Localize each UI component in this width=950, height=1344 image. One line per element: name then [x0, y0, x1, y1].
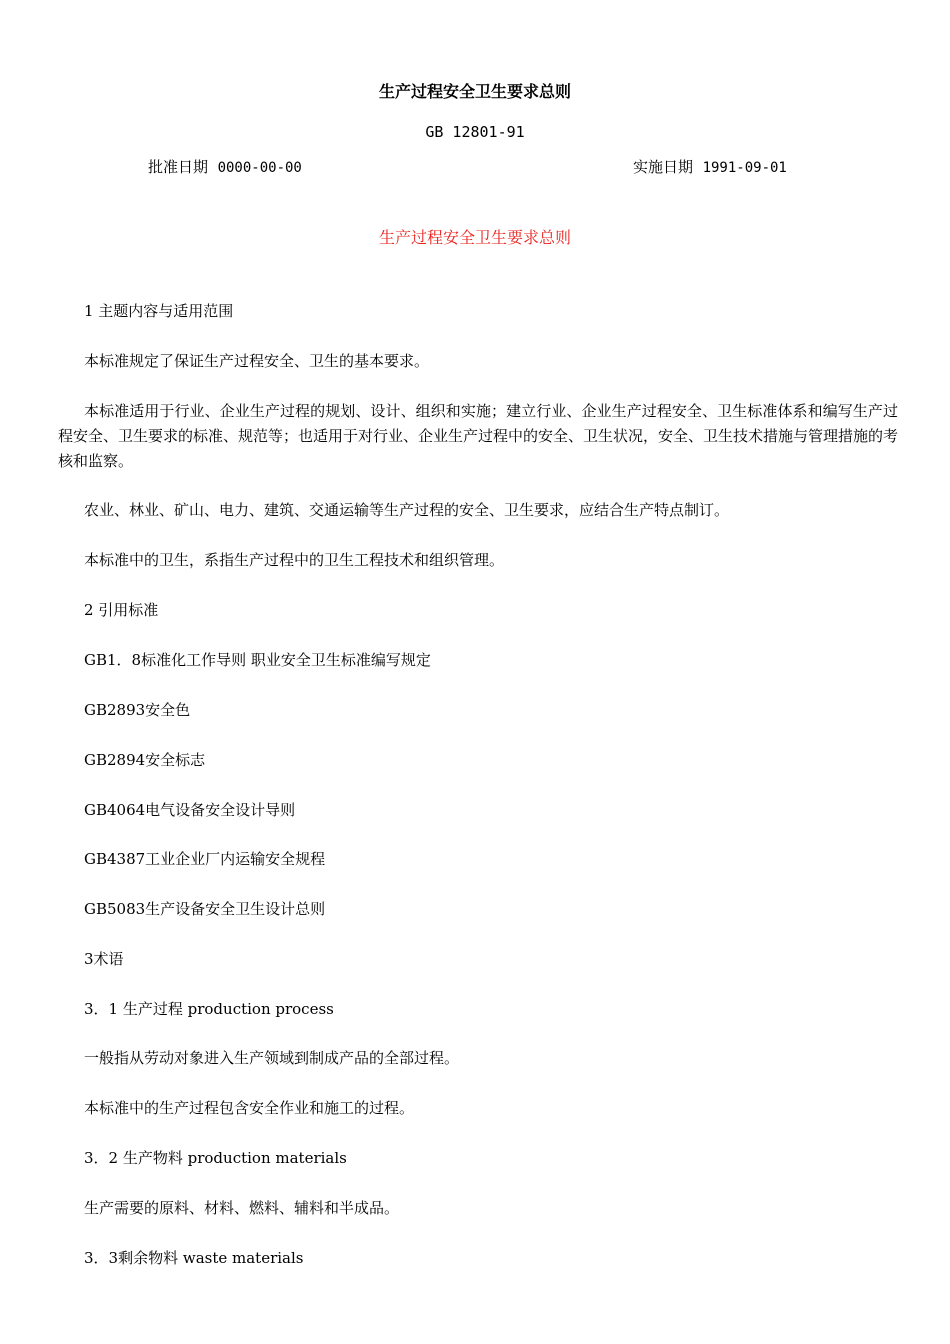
- reference-item: GB4387工业企业厂内运输安全规程: [84, 850, 326, 868]
- section-1-paragraph: 农业、林业、矿山、电力、建筑、交通运输等生产过程的安全、卫生要求，应结合生产特点制订。: [84, 501, 730, 519]
- term-3-1-heading: 3．1 生产过程 production process: [84, 1000, 334, 1018]
- approve-date-value: 0000-00-00: [217, 160, 302, 176]
- section-1-paragraph: 本标准规定了保证生产过程安全、卫生的基本要求。: [84, 352, 430, 370]
- reference-item: GB2894安全标志: [84, 751, 206, 769]
- reference-item: GB1．8标准化工作导则 职业安全卫生标准编写规定: [84, 651, 431, 669]
- document-code: GB 12801-91: [425, 123, 525, 141]
- document-subtitle: 生产过程安全卫生要求总则: [378, 228, 571, 247]
- term-3-2-paragraph: 生产需要的原料、材料、燃料、辅料和半成品。: [84, 1199, 400, 1217]
- reference-item: GB5083生产设备安全卫生设计总则: [84, 900, 326, 918]
- term-3-3-heading: 3．3剩余物料 waste materials: [84, 1249, 304, 1267]
- reference-item: GB2893安全色: [84, 701, 191, 719]
- approve-date-row: [148, 155, 302, 180]
- section-1-paragraph: 本标准中的卫生，系指生产过程中的卫生工程技术和组织管理。: [84, 551, 505, 569]
- term-3-2-heading: 3．2 生产物料 production materials: [84, 1149, 347, 1167]
- document-title: 生产过程安全卫生要求总则: [378, 82, 571, 101]
- implement-date-value: 1991-09-01: [702, 160, 787, 176]
- section-3-heading: 3术语: [84, 950, 124, 968]
- section-1-heading: 1 主题内容与适用范围: [84, 302, 234, 320]
- section-2-heading: 2 引用标准: [84, 601, 159, 619]
- term-3-1-paragraph: 一般指从劳动对象进入生产领域到制成产品的全部过程。: [84, 1049, 460, 1067]
- approve-date-label: 批准日期: [148, 158, 209, 176]
- implement-date-label: 实施日期: [633, 158, 694, 176]
- implement-date-row: [633, 155, 787, 180]
- section-1-paragraph: 本标准适用于行业、企业生产过程的规划、设计、组织和实施；建立行业、企业生产过程安全、卫生标准体系和编写生产过程安全、卫生要求的标准、规范等；也适用于对行业、企业生产过程中的安全、卫生状况，安全、卫生技术措施与管理措施的考核和监察。: [58, 402, 899, 470]
- reference-item: GB4064电气设备安全设计导则: [84, 801, 296, 819]
- term-3-1-paragraph: 本标准中的生产过程包含安全作业和施工的过程。: [84, 1099, 415, 1117]
